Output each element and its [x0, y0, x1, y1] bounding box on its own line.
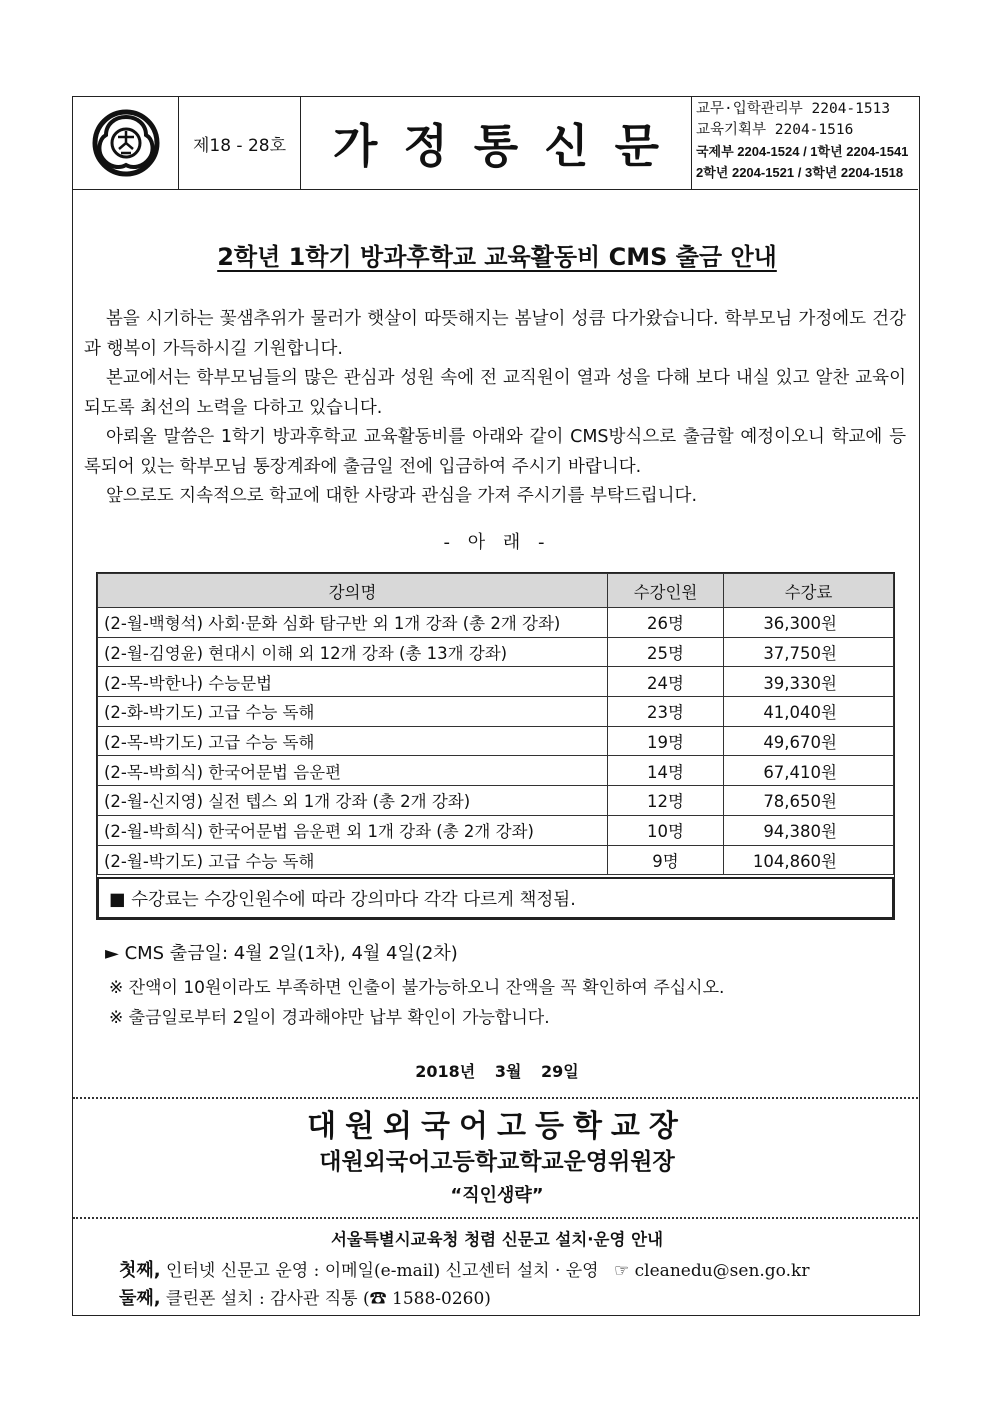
enrollment: 9명 — [608, 845, 724, 875]
column-header-fee: 수강료 — [724, 574, 894, 608]
issue-date: 2018년 3월 29일 — [415, 1062, 579, 1081]
report-email-link[interactable]: ☞ cleanedu@sen.go.kr — [614, 1261, 810, 1281]
remark: ※ 출금일로부터 2일이 경과해야만 납부 확인이 가능합니다. — [109, 1008, 550, 1028]
table-row — [98, 667, 894, 697]
info-line-second — [119, 1284, 491, 1310]
dotted-divider — [73, 1097, 918, 1099]
info-label: 둘째, — [119, 1288, 161, 1309]
fee-table — [97, 573, 894, 875]
issue-number: 제18 - 28호 — [179, 97, 301, 189]
course-name: (2-화-박기도) 고급 수능 독해 — [98, 697, 608, 727]
table-row — [98, 845, 894, 875]
contact-line: 국제부 2204-1524 / 1학년 2204-1541 — [696, 144, 909, 159]
course-name: (2-월-김영윤) 현대시 이해 외 12개 강좌 (총 13개 강좌) — [98, 637, 608, 667]
course-name: (2-목-박한나) 수능문법 — [98, 667, 608, 697]
enrollment: 25명 — [608, 637, 724, 667]
enrollment: 24명 — [608, 667, 724, 697]
table-header-row — [98, 574, 894, 608]
info-title: 서울특별시교육청 청렴 신문고 설치·운영 안내 — [330, 1230, 664, 1249]
enrollment: 26명 — [608, 608, 724, 638]
table-row — [98, 815, 894, 845]
fee: 36,300원 — [724, 608, 894, 638]
info-line-first — [119, 1256, 809, 1282]
info-text: 클린폰 설치 : 감사관 직통 (☎ 1588-0260) — [166, 1289, 491, 1309]
table-row — [98, 608, 894, 638]
newsletter-title: 가정통신문 — [301, 97, 692, 189]
notice-frame — [72, 96, 920, 1316]
contact-line: 2학년 2204-1521 / 3학년 2204-1518 — [696, 165, 904, 180]
header — [73, 97, 918, 190]
enrollment: 10명 — [608, 815, 724, 845]
fee: 37,750원 — [724, 637, 894, 667]
course-name: (2-월-박기도) 고급 수능 독해 — [98, 845, 608, 875]
course-name: (2-월-백형석) 사회·문화 심화 탐구반 외 1개 강좌 (총 2개 강좌) — [98, 608, 608, 638]
school-logo-cell — [73, 97, 179, 189]
fee: 67,410원 — [724, 756, 894, 786]
fee: 104,860원 — [724, 845, 894, 875]
column-header-course: 강의명 — [98, 574, 608, 608]
fee: 49,670원 — [724, 726, 894, 756]
body-paragraphs — [84, 305, 906, 512]
fee: 39,330원 — [724, 667, 894, 697]
paragraph: 봄을 시기하는 꽃샘추위가 물러가 햇살이 따뜻해지는 봄날이 성큼 다가왔습니다. 학부모님 가정에도 건강과 행복이 가득하시길 기원합니다. — [84, 309, 906, 359]
fee: 41,040원 — [724, 697, 894, 727]
enrollment: 14명 — [608, 756, 724, 786]
paragraph: 앞으로도 지속적으로 학교에 대한 사랑과 관심을 가져 주시기를 부탁드립니다. — [106, 486, 698, 506]
principal-title: 대원외국어고등학교장 — [307, 1109, 687, 1144]
fee-note: ■ 수강료는 수강인원수에 따라 강의마다 각각 다르게 책정됨. — [97, 877, 894, 919]
paragraph: 본교에서는 학부모님들의 많은 관심과 성원 속에 전 교직원이 열과 성을 다해 보다 내실 있고 알찬 교육이 되도록 최선의 노력을 다하고 있습니다. — [84, 368, 906, 418]
enrollment: 19명 — [608, 726, 724, 756]
course-name: (2-월-신지영) 실전 텝스 외 1개 강좌 (총 2개 강좌) — [98, 786, 608, 816]
enrollment: 12명 — [608, 786, 724, 816]
remark: ※ 잔액이 10원이라도 부족하면 인출이 불가능하오니 잔액을 꼭 확인하여 주십시오. — [109, 978, 725, 998]
table-row — [98, 756, 894, 786]
paragraph: 아뢰올 말씀은 1학기 방과후학교 교육활동비를 아래와 같이 CMS방식으로 출금할 예정이오니 학교에 등록되어 있는 학부모님 통장계좌에 출금일 전에 입금하여 주시기 바랍니다. — [84, 427, 906, 477]
section-heading: - 아 래 - — [443, 532, 551, 553]
fee: 94,380원 — [724, 815, 894, 845]
committee-title: 대원외국어고등학교학교운영위원장 — [319, 1149, 675, 1175]
contact-line: 교육기획부 2204-1516 — [696, 122, 854, 138]
course-name: (2-월-박희식) 한국어문법 음운편 외 1개 강좌 (총 2개 강좌) — [98, 815, 608, 845]
enrollment: 23명 — [608, 697, 724, 727]
document-title — [73, 237, 921, 272]
contact-line: 교무·입학관리부 2204-1513 — [696, 101, 891, 117]
table-row — [98, 726, 894, 756]
course-name: (2-목-박희식) 한국어문법 음운편 — [98, 756, 608, 786]
dotted-divider — [73, 1217, 918, 1219]
table-row — [98, 786, 894, 816]
document-title-text: 2학년 1학기 방과후학교 교육활동비 CMS 출금 안내 — [217, 243, 777, 271]
column-header-enrollment: 수강인원 — [608, 574, 724, 608]
contact-info — [692, 97, 918, 189]
table-row — [98, 697, 894, 727]
cms-withdrawal-date: ► CMS 출금일: 4월 2일(1차), 4월 4일(2차) — [105, 943, 458, 964]
seal-omitted: “직인생략” — [450, 1185, 544, 1206]
info-label: 첫째, — [119, 1260, 161, 1281]
info-text: 인터넷 신문고 운영 : 이메일(e-mail) 신고센터 설치 · 운영 — [166, 1261, 599, 1281]
fee: 78,650원 — [724, 786, 894, 816]
table-row — [98, 637, 894, 667]
school-emblem-icon — [91, 109, 161, 177]
course-name: (2-목-박기도) 고급 수능 독해 — [98, 726, 608, 756]
